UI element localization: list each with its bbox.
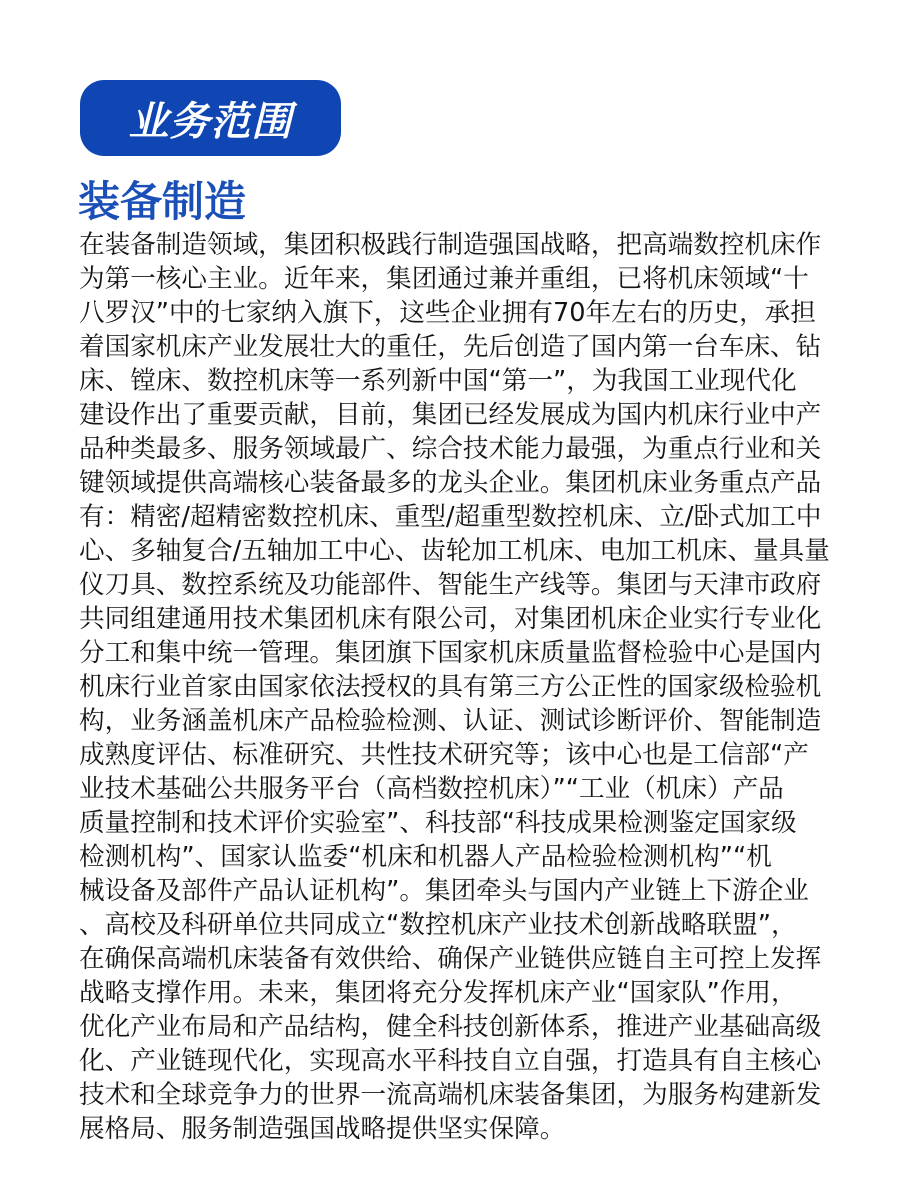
body-line: 化、产业链现代化，实现高水平科技自立自强，打造具有自主核心 — [79, 1046, 822, 1076]
body-text — [79, 228, 831, 1146]
body-line: 构，业务涵盖机床产品检验检测、认证、测试诊断评价、智能制造 — [79, 706, 822, 736]
section-heading: 装备制造 — [78, 177, 247, 226]
body-line: 为第一核心主业。近年来，集团通过兼并重组，已将机床领域“十 — [79, 264, 809, 294]
body-line: 械设备及部件产品认证机构”。集团牵头与国内产业链上下游企业 — [79, 876, 809, 906]
section-badge — [80, 80, 341, 156]
body-line: 共同组建通用技术集团机床有限公司，对集团机床企业实行专业化 — [79, 604, 822, 634]
body-line: 、高校及科研单位共同成立“数控机床产业技术创新战略联盟”， — [79, 910, 797, 940]
body-line: 展格局、服务制造强国战略提供坚实保障。 — [79, 1114, 566, 1144]
body-line: 战略支撑作用。未来，集团将充分发挥机床产业“国家队”作用， — [79, 978, 797, 1008]
body-line: 成熟度评估、标准研究、共性技术研究等；该中心也是工信部“产 — [79, 740, 809, 770]
section-badge-label: 业务范围 — [128, 98, 293, 145]
body-line: 业技术基础公共服务平台（高档数控机床）”“工业（机床）产品 — [79, 774, 784, 804]
body-line: 机床行业首家由国家依法授权的具有第三方公正性的国家级检验机 — [79, 672, 822, 702]
body-line: 床、镗床、数控机床等一系列新中国“第一”，为我国工业现代化 — [79, 366, 797, 396]
body-line: 八罗汉”中的七家纳入旗下，这些企业拥有70年左右的历史，承担 — [79, 298, 816, 328]
body-line: 着国家机床产业发展壮大的重任，先后创造了国内第一台车床、钻 — [79, 332, 822, 362]
body-line: 质量控制和技术评价实验室”、科技部“科技成果检测鉴定国家级 — [79, 808, 797, 838]
body-line: 建设作出了重要贡献，目前，集团已经发展成为国内机床行业中产 — [79, 400, 822, 430]
body-line: 在确保高端机床装备有效供给、确保产业链供应链自主可控上发挥 — [79, 944, 822, 974]
body-line: 技术和全球竞争力的世界一流高端机床装备集团，为服务构建新发 — [79, 1080, 822, 1110]
body-line: 有：精密/超精密数控机床、重型/超重型数控机床、立/卧式加工中 — [79, 502, 822, 532]
body-line: 分工和集中统一管理。集团旗下国家机床质量监督检验中心是国内 — [79, 638, 822, 668]
body-line: 键领域提供高端核心装备最多的龙头企业。集团机床业务重点产品 — [79, 468, 822, 498]
body-line: 检测机构”、国家认监委“机床和机器人产品检验检测机构”“机 — [79, 842, 772, 872]
body-line: 品种类最多、服务领域最广、综合技术能力最强，为重点行业和关 — [79, 434, 822, 464]
body-line: 心、多轴复合/五轴加工中心、齿轮加工机床、电加工机床、量具量 — [79, 536, 830, 566]
body-line: 在装备制造领域，集团积极践行制造强国战略，把高端数控机床作 — [79, 230, 822, 260]
body-line: 仪刀具、数控系统及功能部件、智能生产线等。集团与天津市政府 — [79, 570, 822, 600]
body-line: 优化产业布局和产品结构，健全科技创新体系，推进产业基础高级 — [79, 1012, 822, 1042]
